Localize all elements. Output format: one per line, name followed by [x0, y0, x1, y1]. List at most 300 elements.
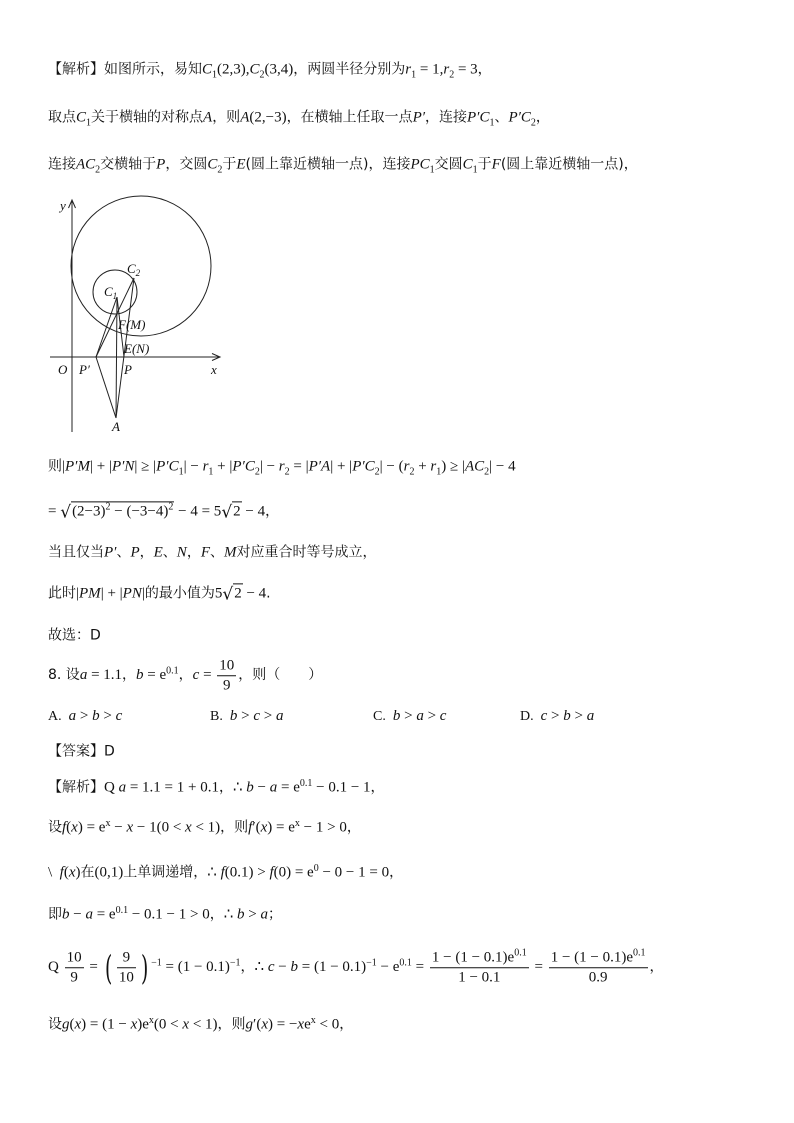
answer-option: [373, 707, 446, 726]
math-variable: g: [245, 1016, 254, 1033]
subscript: 2: [484, 466, 490, 478]
text-run: (圆上靠近横轴一点)，连接: [245, 156, 411, 173]
segment-a-p-prime: [96, 357, 116, 418]
math-variable: a: [586, 708, 595, 724]
text-run: 交横轴于: [100, 156, 157, 173]
math-variable: C: [249, 61, 260, 78]
text-line-4: [48, 458, 516, 477]
text-run: ，: [649, 959, 664, 976]
text-run: ，: [240, 959, 255, 976]
text-run: 故选：D: [48, 627, 101, 644]
math-variable: PN: [122, 585, 142, 602]
math-text: ∴: [207, 864, 221, 881]
fraction: [65, 949, 84, 987]
math-variable: P′C: [352, 458, 375, 475]
text-line-9: [48, 657, 322, 695]
math-text: 10: [219, 657, 235, 674]
text-run: 、: [209, 544, 224, 561]
math-text: < 0: [315, 1016, 340, 1033]
math-variable: a: [68, 708, 77, 724]
math-text: )e: [137, 1016, 149, 1033]
math-text: |: [62, 458, 66, 475]
fraction-denominator: [217, 677, 236, 695]
right-parenthesis: ): [140, 948, 149, 988]
math-text: | ≥ |: [134, 458, 157, 475]
math-variable: a: [269, 779, 278, 796]
math-variable: g: [62, 1016, 70, 1033]
text-line-1: [48, 61, 492, 80]
math-variable: P′M: [65, 458, 90, 475]
math-text: (2,3),: [217, 61, 250, 78]
answer-option-label: D.: [520, 709, 541, 724]
text-run: ，: [139, 544, 154, 561]
math-text: 9: [70, 969, 78, 986]
math-text: ) = −: [267, 1016, 298, 1033]
math-text: ) = e: [267, 819, 295, 836]
label-p-prime: P′: [79, 362, 90, 377]
text-run: 【解析】如图所示，易知: [48, 61, 202, 78]
subscript: 1: [212, 69, 218, 81]
math-text: +: [414, 458, 431, 475]
math-variable: AC: [465, 458, 485, 475]
superscript: x: [148, 1014, 154, 1026]
math-variable: C: [207, 156, 218, 173]
superscript: 2: [105, 501, 111, 513]
text-run: 关于横轴的对称点: [91, 109, 204, 126]
math-text: = 3: [454, 61, 478, 78]
text-line-15: [48, 906, 282, 925]
math-text: 9: [223, 677, 231, 694]
text-run: 上单调递增，: [123, 864, 208, 881]
math-text: 1 − (1 − 0.1)e: [550, 949, 634, 966]
math-variable: a: [416, 708, 424, 724]
math-variable: b: [92, 708, 100, 724]
math-variable: x: [297, 1016, 305, 1033]
superscript: x: [310, 1014, 316, 1026]
math-variable: f: [248, 819, 253, 836]
math-text: (2−3): [72, 503, 106, 520]
text-run: ；: [268, 906, 282, 923]
fraction: [430, 949, 529, 987]
text-run: ，交圆: [165, 156, 208, 173]
math-text: = e: [143, 667, 167, 684]
math-variable: b: [237, 906, 245, 923]
superscript: 0.1: [633, 947, 646, 959]
text-line-3: [48, 156, 638, 175]
math-variable: c: [253, 708, 260, 724]
text-line-14: [48, 864, 403, 883]
fraction-numerator: [217, 657, 236, 676]
math-variable: a: [118, 779, 127, 796]
label-y-axis: y: [60, 198, 66, 213]
math-text: −: [274, 959, 291, 976]
answer-option-label: B.: [210, 709, 230, 724]
text-run: 、: [116, 544, 131, 561]
fraction: [549, 949, 648, 987]
label-c1-subscript: 1: [112, 291, 118, 301]
math-variable: P: [130, 544, 140, 561]
answer-option-label: C.: [373, 709, 393, 724]
math-text: >: [244, 906, 261, 923]
math-variable: P′N: [111, 458, 135, 475]
circle-c2: [71, 196, 211, 336]
math-variable: b: [290, 959, 298, 976]
math-text: | − (: [379, 458, 404, 475]
text-run: ，: [265, 503, 280, 520]
math-text: − 0 − 1 = 0: [318, 864, 390, 881]
superscript: 0.1: [299, 777, 313, 789]
math-text: ): [75, 864, 81, 881]
math-text: Q: [104, 779, 119, 796]
superscript: x: [105, 817, 111, 829]
math-variable: b: [136, 667, 144, 684]
math-text: − 0.1 − 1 > 0: [128, 906, 210, 923]
math-text: 1 − 0.1: [458, 969, 501, 986]
subscript: 2: [409, 466, 415, 478]
math-text: 10: [66, 949, 82, 966]
math-variable: P′C: [156, 458, 179, 475]
text-run: .: [266, 585, 271, 602]
math-text: = |: [289, 458, 309, 475]
math-variable: C: [202, 61, 213, 78]
math-text: >: [99, 708, 116, 724]
answer-option: [48, 707, 122, 726]
text-run: 于: [477, 156, 492, 173]
math-text: ∴: [223, 906, 238, 923]
math-variable: AC: [76, 156, 96, 173]
radical-sign: √: [222, 584, 234, 605]
math-variable: P′C: [232, 458, 255, 475]
math-text: >: [400, 708, 417, 724]
subscript: 2: [374, 466, 380, 478]
left-parenthesis: (: [104, 948, 112, 988]
text-run: ，两圆半径分别为: [293, 61, 406, 78]
text-run: ，: [535, 109, 550, 126]
math-variable: a: [79, 667, 88, 684]
label-c2-subscript: 2: [135, 268, 141, 278]
superscript: x: [294, 817, 300, 829]
math-text: |: [141, 585, 145, 602]
fraction-denominator: [65, 969, 84, 987]
math-text: >: [259, 708, 276, 724]
math-text: (0 <: [153, 1016, 183, 1033]
label-origin: O: [58, 362, 68, 377]
math-text: − (−3−4): [110, 503, 169, 520]
math-variable: M: [223, 544, 237, 561]
text-run: ，: [370, 779, 385, 796]
text-run: 的最小值为: [144, 585, 215, 602]
text-run: ，: [218, 779, 233, 796]
radicand: [71, 501, 174, 519]
math-variable: C: [462, 156, 473, 173]
math-variable: PM: [79, 585, 101, 602]
math-text: (0,1): [94, 864, 124, 881]
math-variable: E: [153, 544, 163, 561]
text-run: ，: [209, 906, 224, 923]
math-text: = e: [92, 906, 116, 923]
radical-sign: √: [221, 502, 233, 523]
text-run: ，: [186, 544, 201, 561]
math-text: < 1): [191, 819, 221, 836]
text-run: ，则: [220, 819, 249, 836]
math-text: >: [237, 708, 254, 724]
math-text: | + |: [89, 458, 112, 475]
math-text: =: [48, 503, 61, 520]
superscript: 0.1: [399, 957, 412, 969]
math-variable: a: [85, 906, 93, 923]
math-text: 5: [214, 585, 223, 602]
text-line-6: [48, 544, 376, 563]
fraction-numerator: [430, 949, 529, 968]
subscript: 2: [95, 164, 101, 176]
math-variable: b: [392, 708, 401, 724]
text-run: ，在横轴上任取一点: [286, 109, 413, 126]
math-text: ) = e: [77, 819, 106, 836]
math-text: | −: [259, 458, 279, 475]
math-text: 9: [122, 949, 131, 966]
math-variable: x: [130, 1016, 138, 1033]
text-run: ，则: [212, 109, 241, 126]
math-variable: a: [275, 708, 284, 724]
math-text: 10: [118, 969, 134, 986]
superscript: −1: [151, 957, 162, 969]
math-text: < 1): [189, 1016, 218, 1033]
math-text: (: [69, 1016, 75, 1033]
square-root: [60, 502, 174, 523]
math-text: − 1(0 <: [133, 819, 186, 836]
text-run: 设: [48, 1016, 62, 1033]
subscript: 1: [178, 466, 184, 478]
subscript: 2: [530, 117, 536, 129]
math-text: ′(: [253, 1016, 262, 1033]
text-run: (圆上靠近横轴一点)，: [500, 156, 638, 173]
math-variable: f: [59, 864, 64, 881]
math-text: \: [48, 864, 60, 881]
label-a: A: [112, 419, 120, 434]
superscript: −1: [229, 957, 241, 969]
superscript: 0.1: [514, 947, 527, 959]
math-text: − 1 > 0: [299, 819, 347, 836]
label-x-axis: x: [211, 362, 217, 377]
math-text: = (1 − 0.1): [297, 959, 367, 976]
math-text: ) ≥ |: [441, 458, 465, 475]
text-run: ，: [339, 1016, 354, 1033]
math-text: −: [69, 906, 86, 923]
math-text: ∴: [232, 779, 247, 796]
math-text: =: [199, 667, 216, 684]
math-text: (: [63, 864, 69, 881]
math-variable: P′C: [508, 109, 531, 126]
answer-option: [210, 707, 283, 726]
subscript: 1: [208, 466, 214, 478]
math-text: >: [76, 708, 93, 724]
math-text: >: [547, 708, 564, 724]
text-line-12: [48, 779, 385, 798]
label-f-m: F(M): [118, 317, 146, 332]
math-text: 2: [234, 585, 242, 602]
math-text: (3,4): [264, 61, 294, 78]
fraction-numerator: [549, 949, 648, 968]
math-variable: c: [540, 708, 548, 724]
subscript: 2: [254, 466, 260, 478]
text-run: 在: [80, 864, 95, 881]
text-run: 当且仅当: [48, 544, 104, 561]
math-text: >: [570, 708, 587, 724]
math-variable: F: [491, 156, 501, 173]
math-variable: P′A: [308, 458, 331, 475]
math-text: (: [66, 819, 72, 836]
text-line-13: [48, 819, 361, 838]
text-run: ，则（ ）: [238, 667, 323, 684]
math-text: (0) = e: [273, 864, 314, 881]
math-variable: PC: [410, 156, 430, 173]
text-run: 即: [48, 906, 62, 923]
text-run: 设: [48, 819, 62, 836]
fraction: [117, 949, 136, 987]
label-p: P: [124, 362, 132, 377]
math-variable: F: [200, 544, 210, 561]
math-text: | −: [183, 458, 203, 475]
text-run: 连接: [48, 156, 76, 173]
text-run: 取点: [48, 109, 76, 126]
math-variable: x: [185, 819, 192, 836]
math-text: + |: [213, 458, 233, 475]
math-variable: E: [236, 156, 246, 173]
fraction-numerator: [65, 949, 84, 968]
math-variable: C: [76, 109, 87, 126]
math-text: =: [411, 959, 428, 976]
text-line-5: [48, 502, 279, 523]
subscript: 1: [436, 466, 442, 478]
answer-option-label: A.: [48, 709, 69, 724]
math-variable: r: [403, 458, 410, 475]
subscript: 2: [259, 69, 265, 81]
math-text: | + |: [330, 458, 353, 475]
math-text: ) = (1 −: [81, 1016, 131, 1033]
math-variable: f: [269, 864, 274, 881]
math-text: = 1.1 = 1 + 0.1: [126, 779, 219, 796]
text-line-11: [48, 743, 115, 761]
text-run: ，: [477, 61, 492, 78]
math-text: 1 − (1 − 0.1)e: [431, 949, 515, 966]
text-run: 、: [494, 109, 509, 126]
math-text: ′(: [252, 819, 261, 836]
math-text: =: [530, 959, 547, 976]
math-variable: x: [126, 819, 134, 836]
math-text: − 0.1 − 1: [312, 779, 371, 796]
math-variable: A: [240, 109, 250, 126]
math-variable: c: [439, 708, 447, 724]
square-root: [221, 502, 241, 523]
math-variable: P′C: [467, 109, 490, 126]
subscript: 2: [217, 164, 223, 176]
radical-sign: √: [60, 502, 72, 523]
fraction-denominator: [117, 969, 136, 987]
subscript: 2: [449, 69, 455, 81]
math-variable: x: [261, 1016, 268, 1033]
math-variable: x: [68, 864, 76, 881]
math-text: ∴: [254, 959, 268, 976]
math-text: (0.1) >: [224, 864, 270, 881]
math-variable: A: [203, 109, 213, 126]
math-text: = e: [277, 779, 300, 796]
math-variable: P′: [412, 109, 426, 126]
subscript: 2: [284, 466, 290, 478]
math-variable: c: [267, 959, 275, 976]
superscript: 0.1: [166, 665, 179, 677]
label-c1: [104, 284, 117, 301]
subscript: 1: [489, 117, 495, 129]
math-text: = 1.1: [87, 667, 123, 684]
label-c2-letter: C: [127, 261, 136, 276]
parenthesized-group: [102, 949, 152, 987]
math-text: >: [423, 708, 440, 724]
subscript: 1: [429, 164, 435, 176]
fraction-denominator: [549, 969, 648, 987]
text-run: 于: [222, 156, 237, 173]
text-run: ，: [346, 819, 361, 836]
answer-options: [48, 707, 688, 727]
text-run: 则: [48, 458, 62, 475]
math-variable: b: [563, 708, 571, 724]
text-run: 交圆: [434, 156, 463, 173]
math-variable: a: [260, 906, 268, 923]
math-text: 0.9: [588, 969, 608, 986]
math-text: Q: [48, 959, 63, 976]
text-run: 【答案】D: [48, 743, 115, 760]
math-variable: b: [246, 779, 254, 796]
math-text: − 4 = 5: [174, 503, 222, 520]
superscript: −1: [366, 957, 377, 969]
math-variable: f: [220, 864, 225, 881]
math-variable: b: [229, 708, 238, 724]
math-variable: x: [260, 819, 268, 836]
math-variable: c: [115, 708, 123, 724]
text-run: ，连接: [425, 109, 468, 126]
text-run: 8. 设: [48, 667, 80, 684]
math-text: − e: [376, 959, 400, 976]
math-text: | − 4: [489, 458, 516, 475]
math-text: − 4: [241, 503, 266, 520]
text-line-16: [48, 949, 664, 987]
math-variable: r: [430, 458, 437, 475]
text-run: 此时: [48, 585, 76, 602]
math-text: −: [253, 779, 270, 796]
text-run: ，: [389, 864, 404, 881]
fraction: [217, 657, 236, 695]
text-run: ，则: [217, 1016, 246, 1033]
text-run: 【解析】: [48, 779, 104, 796]
math-text: = 1,: [416, 61, 444, 78]
text-run: ，: [122, 667, 137, 684]
math-variable: f: [62, 819, 67, 836]
math-text: | + |: [100, 585, 123, 602]
label-c1-letter: C: [104, 284, 113, 299]
text-line-17: [48, 1016, 353, 1035]
math-variable: x: [182, 1016, 190, 1033]
superscript: 0.1: [115, 904, 129, 916]
math-variable: P′: [104, 544, 117, 561]
text-line-2: [48, 109, 550, 128]
subscript: 1: [472, 164, 478, 176]
subscript: 1: [411, 69, 417, 81]
math-variable: x: [71, 819, 78, 836]
math-variable: b: [62, 906, 70, 923]
text-run: 、: [162, 544, 177, 561]
math-variable: r: [202, 458, 209, 475]
segment-p-prime-c1: [96, 297, 117, 357]
fraction-numerator: [117, 949, 136, 968]
